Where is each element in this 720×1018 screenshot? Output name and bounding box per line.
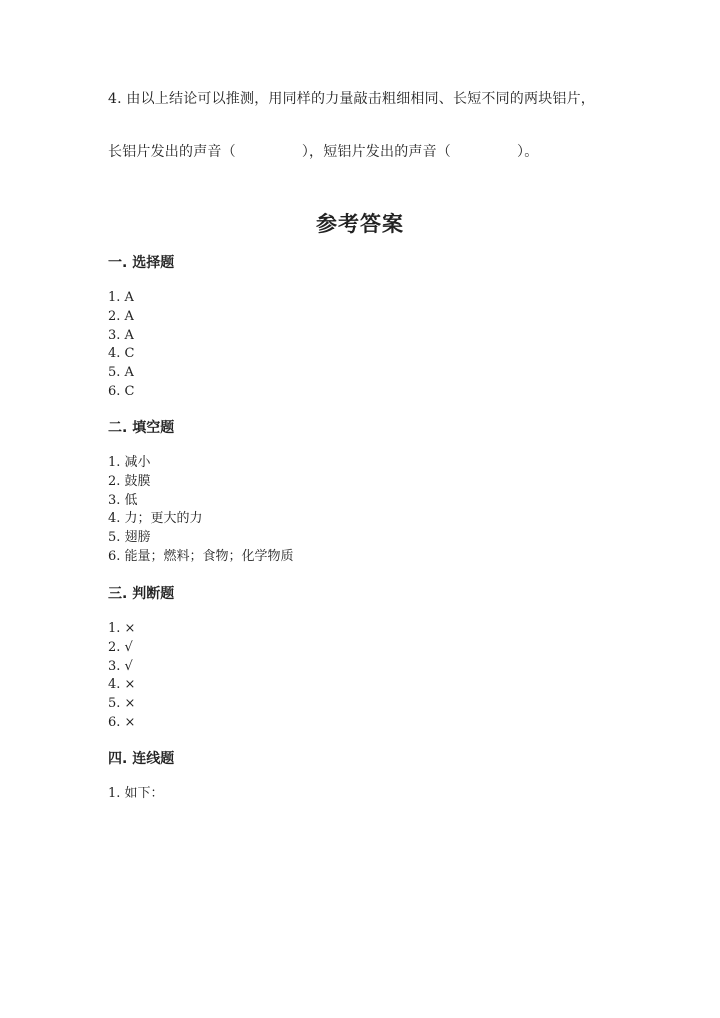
answer-key-title: 参考答案 <box>316 212 404 236</box>
answer-item: 4. × <box>108 677 136 693</box>
answer-item: 1. A <box>108 290 134 305</box>
answer-item: 2. A <box>108 308 134 324</box>
answer-item: 3. A <box>108 327 134 343</box>
answer-item: 1. × <box>108 621 136 636</box>
section-fill-in-blank <box>108 418 294 567</box>
answer-item: 4. C <box>108 346 135 362</box>
answer-list <box>108 454 294 567</box>
section-matching <box>108 749 174 804</box>
answer-item: 5. × <box>108 696 136 712</box>
section-multiple-choice <box>108 253 174 402</box>
section-heading: 二. 填空题 <box>108 420 175 436</box>
answer-item: 5. 翅膀 <box>108 530 151 546</box>
answer-item: 3. √ <box>108 658 133 674</box>
answer-list <box>108 289 174 402</box>
long-plate-sound-label: 长铝片发出的声音（ <box>108 144 236 160</box>
question-4-blanks-line <box>108 141 538 161</box>
section-heading: 三. 判断题 <box>108 586 175 602</box>
answer-item: 6. × <box>108 714 136 730</box>
answer-item: 6. C <box>108 383 135 399</box>
answer-item: 2. 鼓膜 <box>108 473 151 489</box>
answer-item: 1. 减小 <box>108 455 151 470</box>
section-true-false <box>108 584 174 733</box>
short-plate-sound-label: ），短铝片发出的声音（ <box>301 144 452 160</box>
answer-list <box>108 620 174 733</box>
answer-item: 4. 力；更大的力 <box>108 511 203 527</box>
answer-item: 3. 低 <box>108 492 138 508</box>
answer-item: 5. A <box>108 365 134 381</box>
section-heading: 一. 选择题 <box>108 255 175 271</box>
answer-item: 2. √ <box>108 639 133 655</box>
section-heading: 四. 连线题 <box>108 751 175 767</box>
answer-list <box>108 785 174 804</box>
answer-item: 1. 如下： <box>108 786 164 801</box>
answer-item: 6. 能量；燃料；食物；化学物质 <box>108 548 294 564</box>
question-4-text: 4. 由以上结论可以推测，用同样的力量敲击粗细相同、长短不同的两块铝片， <box>108 91 596 107</box>
question-4-end: ）。 <box>517 144 539 160</box>
